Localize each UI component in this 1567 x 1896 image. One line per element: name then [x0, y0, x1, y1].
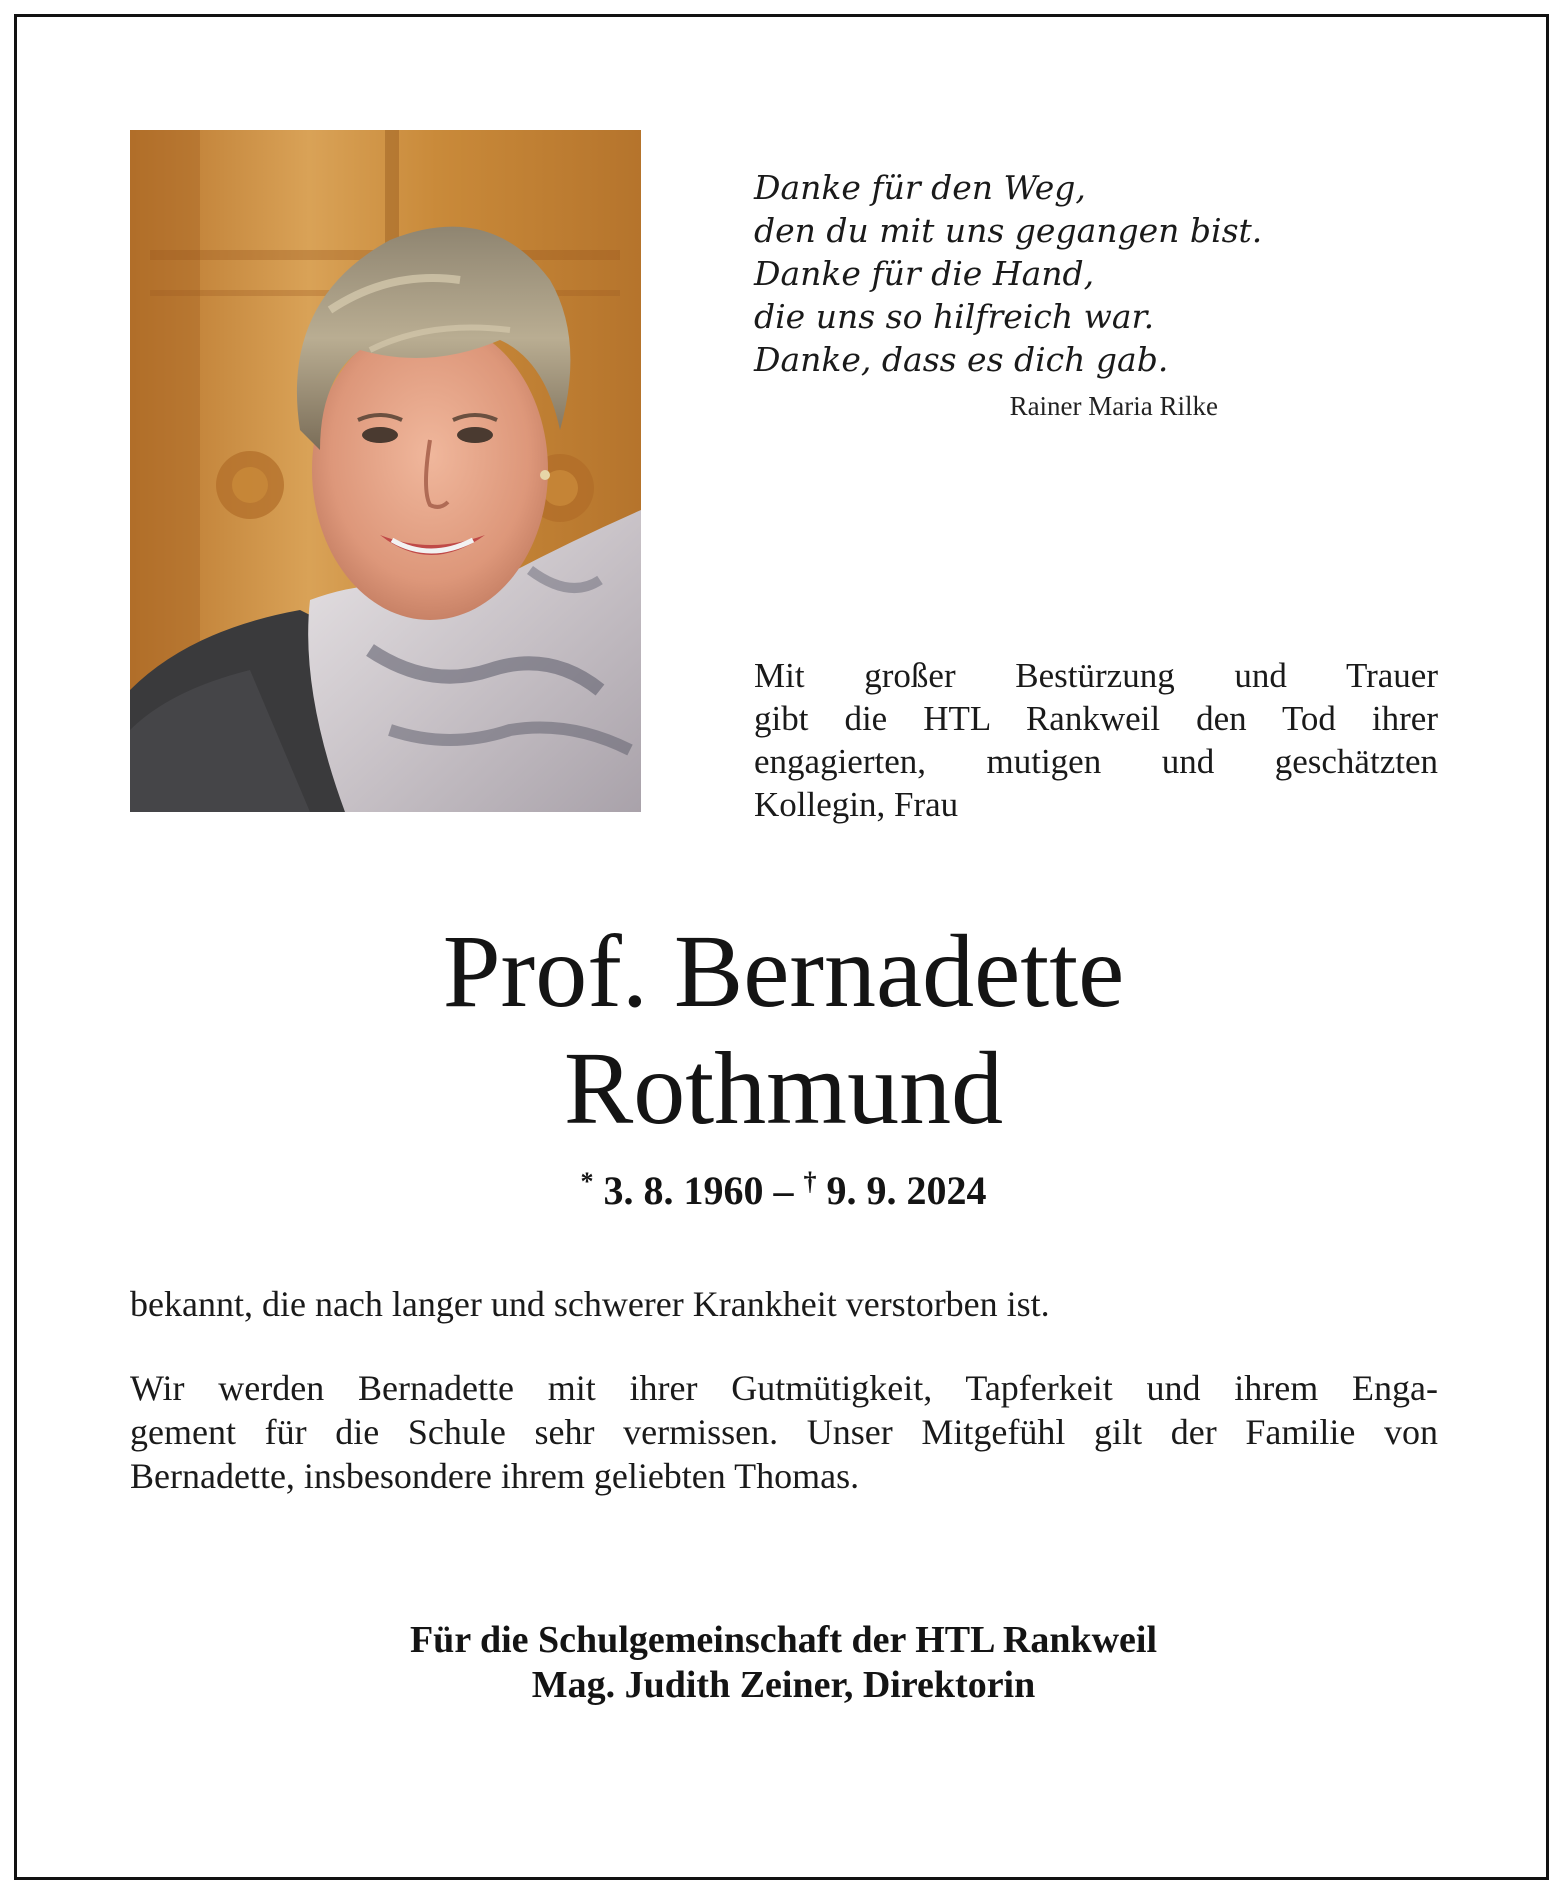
- death-symbol: †: [803, 1167, 817, 1196]
- body-line: gement für die Schule sehr vermissen. Unser Mitgefühl gilt der Familie von: [130, 1412, 1438, 1452]
- intro-line: engagierten, mutigen und geschätzten: [754, 742, 1438, 781]
- intro-line: Kollegin, Frau: [754, 785, 959, 824]
- poem-line: Danke für die Hand,: [754, 254, 1095, 293]
- signature-name: Mag. Judith Zeiner, Direktorin: [531, 1664, 1036, 1706]
- birth-date: 3. 8. 1960: [603, 1168, 764, 1213]
- death-date: 9. 9. 2024: [826, 1168, 987, 1213]
- body-paragraph-1: bekannt, die nach langer und schwerer Krankheit verstorben ist.: [130, 1284, 1050, 1324]
- poem-line: Danke für den Weg,: [754, 168, 1086, 207]
- signature-organization: Für die Schulgemeinschaft der HTL Rankweil: [409, 1619, 1158, 1661]
- life-dates: [0, 1158, 1567, 1215]
- body-line: Wir werden Bernadette mit ihrer Gutmütigkeit, Tapferkeit und ihrem Enga-: [130, 1368, 1438, 1408]
- intro-paragraph: [754, 654, 1438, 826]
- poem-line: den du mit uns gegangen bist.: [754, 211, 1263, 250]
- body-paragraph-2: [130, 1366, 1438, 1498]
- poem: [754, 166, 1274, 381]
- intro-line: gibt die HTL Rankweil den Tod ihrer: [754, 699, 1438, 738]
- poem-line: die uns so hilfreich war.: [754, 297, 1155, 336]
- intro-line: Mit großer Bestürzung und Trauer: [754, 656, 1438, 695]
- poem-author: Rainer Maria Rilke: [1009, 391, 1218, 421]
- poem-line: Danke, dass es dich gab.: [754, 340, 1169, 379]
- date-separator: –: [763, 1168, 804, 1213]
- portrait-photo: [130, 130, 641, 812]
- birth-symbol: *: [580, 1167, 594, 1196]
- body-line: Bernadette, insbesondere ihrem geliebten Thomas.: [130, 1456, 860, 1496]
- deceased-name-line2: Rothmund: [563, 1031, 1004, 1146]
- deceased-name-line1: Prof. Bernadette: [442, 914, 1125, 1029]
